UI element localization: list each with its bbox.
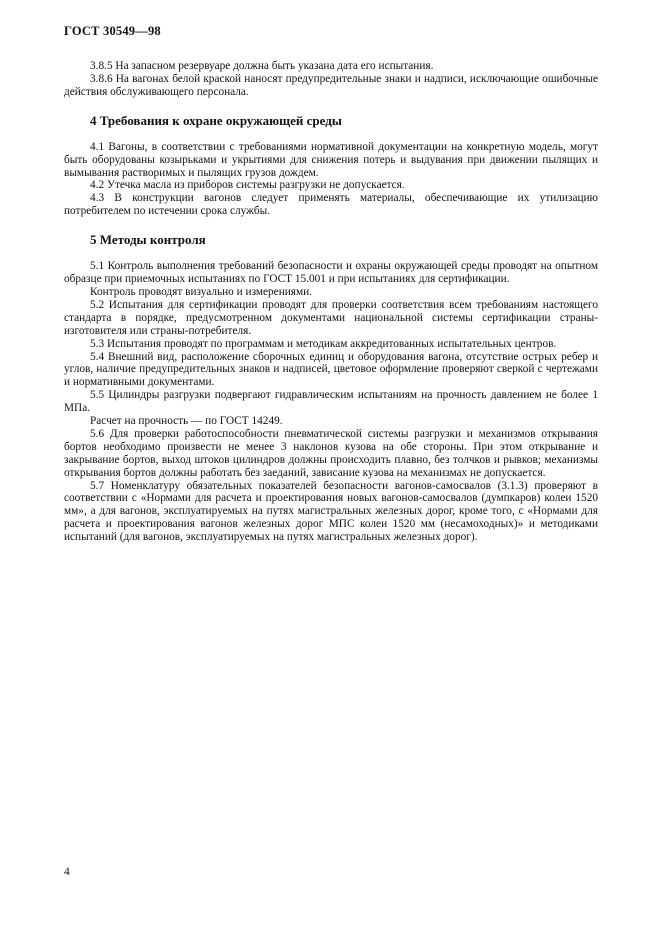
paragraph-5-5: 5.5 Цилиндры разгрузки подвергают гидравлическим испытаниям на прочность давлением не более 1 МПа. — [64, 389, 598, 415]
paragraph-3-8-6: 3.8.6 На вагонах белой краской наносят предупредительные знаки и надписи, исключающие ошибочные действия обслуживающего персонала. — [64, 72, 598, 98]
paragraph-5-5-calc: Расчет на прочность — по ГОСТ 14249. — [90, 415, 283, 428]
paragraph-4-3: 4.3 В конструкции вагонов следует применять материалы, обеспечивающие их утилизацию потребителем по истечении срока службы. — [64, 192, 598, 218]
paragraph-3-8-5: 3.8.5 На запасном резервуаре должна быть указана дата его испытания. — [90, 60, 434, 72]
paragraph-5-1: 5.1 Контроль выполнения требований безопасности и охраны окружающей среды проводят на опытном образце при приемочных испытаниях по ГОСТ 15.001 и при испытаниях для сертификации. — [64, 260, 598, 286]
paragraph-5-7: 5.7 Номенклатуру обязательных показателей безопасности вагонов-самосвалов (3.1.3) проверяют в соответствии с «Нормами для расчета и проектирования новых вагонов-самосвалов (думпкаров) колеи 1520 мм», а для вагонов, эксплуатируемых на путях магистральных железных дорог, кроме того, с «Нормами для расчета и проектирования вагонов железных дорог МПС колеи 1520 мм (несамоходных)» и методиками испытаний (для вагонов, эксплуатируемых на путях магистральных железных дорог). — [64, 479, 598, 544]
paragraph-5-1-control: Контроль проводят визуально и измерениями. — [90, 285, 313, 298]
page-number: 4 — [64, 866, 70, 878]
paragraph-4-1: 4.1 Вагоны, в соответствии с требованиями нормативной документации на конкретную модель, могут быть оборудованы козырьками и укрытиями для снижения потерь и выдувания при движении пылящих и вымывания растворимых и пылящих грузов дождем. — [64, 140, 598, 179]
document-body — [64, 60, 598, 544]
section-4-title: 4 Требования к охране окружающей среды — [90, 112, 342, 128]
paragraph-5-6: 5.6 Для проверки работоспособности пневматической системы разгрузки и механизмов открывания бортов необходимо произвести не менее 3 наклонов кузова на обе стороны. При этом открывание и закрывание бортов, выход штоков цилиндров должны происходить плавно, без толчков и рывков; механизмы открывания бортов должны работать без заеданий, зависание кузова на механизмах не допускается. — [64, 427, 598, 479]
paragraph-5-2: 5.2 Испытания для сертификации проводят для проверки соответствия всем требованиям настоящего стандарта в порядке, предусмотренном документами национальной системы сертификации страны-изготовителя или страны-потребителя. — [64, 298, 598, 337]
paragraph-5-4: 5.4 Внешний вид, расположение сборочных единиц и оборудования вагона, отсутствие острых ребер и углов, наличие предупредительных знаков и надписей, цветовое оформление проверяют сверкой с чертежами и нормативными документами. — [64, 350, 598, 389]
paragraph-5-3: 5.3 Испытания проводят по программам и методикам аккредитованных испытательных центров. — [90, 337, 557, 350]
paragraph-4-2: 4.2 Утечка масла из приборов системы разгрузки не допускается. — [90, 179, 405, 192]
section-5-title: 5 Методы контроля — [90, 232, 206, 248]
document-header: ГОСТ 30549—98 — [64, 24, 161, 38]
